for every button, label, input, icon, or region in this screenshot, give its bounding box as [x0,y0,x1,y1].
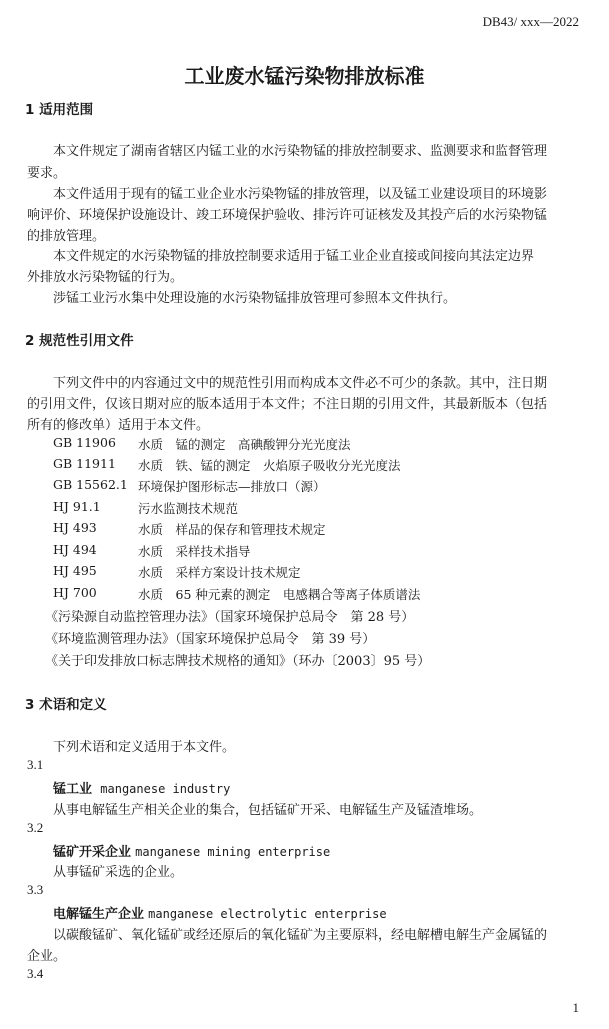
regulation-ref: 《关于印发排放口标志牌技术规格的通知》（环办〔2003〕95 号） [45,654,431,669]
standard-code: GB 11906 [53,435,116,450]
s1-line: 外排放水污染物锰的行为。 [27,270,184,285]
s2-line: 的引用文件，仅该日期对应的版本适用于本文件；不注日期的引用文件，其最新版本（包括 [27,397,548,412]
regulation-ref: 《环境监测管理办法》（国家环境保护总局令 第 39 号） [45,632,376,647]
page-number: 1 [572,1000,579,1015]
standard-code: HJ 495 [53,563,97,578]
standard-code: HJ 493 [53,520,97,535]
standard-code: GB 15562.1 [53,477,128,492]
term-cn: 锰矿开采企业 [53,845,132,860]
term-en: manganese mining enterprise [135,845,331,859]
standard-code: GB 11911 [53,456,116,471]
standard-title: 水质 锰的测定 高碘酸钾分光光度法 [138,437,351,452]
document-code: DB43/ xxx—2022 [482,14,579,29]
standard-title: 环境保护图形标志—排放口（源） [138,479,326,494]
section-3-heading: 3 术语和定义 [25,697,107,713]
term-number: 3.2 [27,820,44,835]
standard-code: HJ 700 [53,585,97,600]
s1-line: 本文件适用于现有的锰工业企业水污染物锰的排放管理，以及锰工业建设项目的环境影 [53,187,548,202]
term-definition: 企业。 [27,949,67,964]
term-cn: 锰工业 [53,782,93,797]
standard-code: HJ 494 [53,542,97,557]
s2-line: 所有的修改单）适用于本文件。 [27,418,210,433]
term-heading [53,778,230,797]
standard-title: 水质 采样方案设计技术规定 [138,565,301,580]
term-definition: 从事锰矿采选的企业。 [53,865,184,880]
section-2-heading: 2 规范性引用文件 [25,333,134,349]
s1-line: 响评价、环境保护设施设计、竣工环境保护验收、排污许可证核发及其投产后的水污染物锰 [27,208,548,223]
term-number: 3.4 [27,966,44,981]
regulation-ref: 《污染源自动监控管理办法》（国家环境保护总局令 第 28 号） [45,610,415,625]
section-1-heading: 1 适用范围 [25,102,94,118]
standard-title: 水质 铁、锰的测定 火焰原子吸收分光光度法 [138,458,401,473]
term-en: manganese electrolytic enterprise [148,907,387,921]
term-definition: 以碳酸锰矿、氧化锰矿或经还原后的氧化锰矿为主要原料，经电解槽电解生产金属锰的 [53,928,548,943]
term-heading [53,903,387,922]
term-heading [53,841,330,860]
s1-line: 的排放管理。 [27,229,106,244]
standard-code: HJ 91.1 [53,499,101,514]
s1-line: 涉锰工业污水集中处理设施的水污染物锰排放管理可参照本文件执行。 [53,291,457,306]
standard-title: 水质 样品的保存和管理技术规定 [138,522,326,537]
s2-line: 下列文件中的内容通过文中的规范性引用而构成本文件必不可少的条款。其中，注日期 [53,376,548,391]
s1-line: 本文件规定了湖南省辖区内锰工业的水污染物锰的排放控制要求、监测要求和监督管理 [53,144,548,159]
s1-line: 本文件规定的水污染物锰的排放控制要求适用于锰工业企业直接或间接向其法定边界 [53,249,535,264]
s3-intro: 下列术语和定义适用于本文件。 [53,740,236,755]
term-definition: 从事电解锰生产相关企业的集合，包括锰矿开采、电解锰生产及锰渣堆场。 [53,803,483,818]
standard-title: 水质 采样技术指导 [138,544,251,559]
s1-line: 要求。 [27,166,67,181]
standard-title: 污水监测技术规范 [138,501,239,516]
term-number: 3.1 [27,757,44,772]
term-cn: 电解锰生产企业 [53,907,145,922]
term-en: manganese industry [100,782,231,796]
standard-title: 水质 65 种元素的测定 电感耦合等离子体质谱法 [138,587,421,602]
document-title: 工业废水锰污染物排放标准 [184,64,425,88]
term-number: 3.3 [27,882,44,897]
